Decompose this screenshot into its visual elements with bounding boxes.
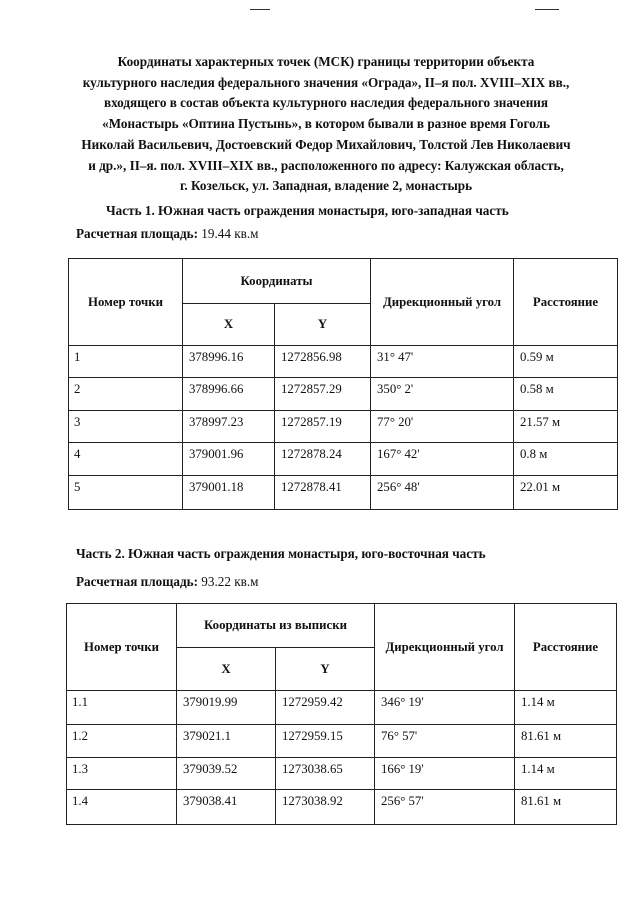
part1-title: Часть 1. Южная часть ограждения монастыря, юго-западная часть xyxy=(106,203,509,218)
part1-area-value: 19.44 кв.м xyxy=(201,226,259,241)
distance: 21.57 м xyxy=(514,411,618,443)
coord-y: 1273038.92 xyxy=(276,790,375,825)
part2-area-value: 93.22 кв.м xyxy=(201,574,259,589)
table-row xyxy=(67,725,617,758)
point-number: 1.3 xyxy=(67,758,177,790)
table-row xyxy=(67,790,617,825)
table-row xyxy=(67,691,617,725)
coord-y: 1272878.24 xyxy=(275,443,371,476)
coord-x: 379038.41 xyxy=(177,790,276,825)
coord-x: 379019.99 xyxy=(177,691,276,725)
coord-y: 1273038.65 xyxy=(276,758,375,790)
title-line: «Монастырь «Оптина Пустынь», в котором бывали в разное время Гоголь xyxy=(102,116,550,132)
table-row xyxy=(67,758,617,790)
point-number: 1.4 xyxy=(67,790,177,825)
distance: 22.01 м xyxy=(514,476,618,510)
part2-area-label: Расчетная площадь: xyxy=(76,574,198,589)
table-row xyxy=(69,443,618,476)
coord-x: 378997.23 xyxy=(183,411,275,443)
part1-area xyxy=(76,226,259,242)
point-number: 4 xyxy=(69,443,183,476)
title-line: культурного наследия федерального значения «Ограда», II–я пол. XVIII–XIX вв., xyxy=(82,74,570,90)
header-angle: Дирекционный угол xyxy=(375,604,515,691)
point-number: 2 xyxy=(69,378,183,411)
table-row xyxy=(69,411,618,443)
part1-table xyxy=(68,258,618,510)
direction-angle: 76° 57' xyxy=(375,725,515,758)
coord-y: 1272857.29 xyxy=(275,378,371,411)
point-number: 1 xyxy=(69,346,183,378)
title-line: Николай Васильевич, Достоевский Федор Михайлович, Толстой Лев Николаевич xyxy=(81,136,571,152)
header-angle: Дирекционный угол xyxy=(371,259,514,346)
coord-x: 378996.66 xyxy=(183,378,275,411)
distance: 1.14 м xyxy=(515,691,617,725)
direction-angle: 77° 20' xyxy=(371,411,514,443)
direction-angle: 166° 19' xyxy=(375,758,515,790)
table-row xyxy=(69,346,618,378)
distance: 0.59 м xyxy=(514,346,618,378)
distance: 81.61 м xyxy=(515,725,617,758)
table-row xyxy=(69,378,618,411)
distance: 0.8 м xyxy=(514,443,618,476)
header-distance: Расстояние xyxy=(515,604,617,691)
part1-area-label: Расчетная площадь: xyxy=(76,226,198,241)
distance: 1.14 м xyxy=(515,758,617,790)
coord-y: 1272959.15 xyxy=(276,725,375,758)
distance: 81.61 м xyxy=(515,790,617,825)
point-number: 1.2 xyxy=(67,725,177,758)
coord-x: 379021.1 xyxy=(177,725,276,758)
table-row xyxy=(69,476,618,510)
direction-angle: 256° 48' xyxy=(371,476,514,510)
title-line: Координаты характерных точек (МСК) границы территории объекта xyxy=(117,54,535,69)
coord-y: 1272959.42 xyxy=(276,691,375,725)
header-y: Y xyxy=(276,648,375,691)
header-point: Номер точки xyxy=(67,604,177,691)
document-title xyxy=(66,52,586,197)
point-number: 3 xyxy=(69,411,183,443)
coord-y: 1272857.19 xyxy=(275,411,371,443)
coord-x: 379001.18 xyxy=(183,476,275,510)
part2-title: Часть 2. Южная часть ограждения монастыря, юго-восточная часть xyxy=(76,546,486,561)
coord-y: 1272878.41 xyxy=(275,476,371,510)
coord-x: 378996.16 xyxy=(183,346,275,378)
header-y: Y xyxy=(275,304,371,346)
point-number: 5 xyxy=(69,476,183,510)
header-coords: Координаты xyxy=(183,259,371,304)
header-coords: Координаты из выписки xyxy=(177,604,375,648)
header-dash-left xyxy=(250,9,270,10)
direction-angle: 346° 19' xyxy=(375,691,515,725)
direction-angle: 350° 2' xyxy=(371,378,514,411)
distance: 0.58 м xyxy=(514,378,618,411)
header-point: Номер точки xyxy=(69,259,183,346)
part2-area xyxy=(76,574,259,590)
coord-y: 1272856.98 xyxy=(275,346,371,378)
point-number: 1.1 xyxy=(67,691,177,725)
coord-x: 379039.52 xyxy=(177,758,276,790)
header-dash-right xyxy=(535,9,559,10)
title-line: входящего в состав объекта культурного наследия федерального значения xyxy=(103,95,549,111)
direction-angle: 256° 57' xyxy=(375,790,515,825)
direction-angle: 167° 42' xyxy=(371,443,514,476)
header-x: X xyxy=(177,648,276,691)
title-line: г. Козельск, ул. Западная, владение 2, монастырь xyxy=(179,178,473,194)
coord-x: 379001.96 xyxy=(183,443,275,476)
part2-table xyxy=(66,603,617,825)
header-x: X xyxy=(183,304,275,346)
header-distance: Расстояние xyxy=(514,259,618,346)
title-line: и др.», II–я. пол. XVIII–XIX вв., расположенного по адресу: Калужская область, xyxy=(88,157,564,173)
direction-angle: 31° 47' xyxy=(371,346,514,378)
